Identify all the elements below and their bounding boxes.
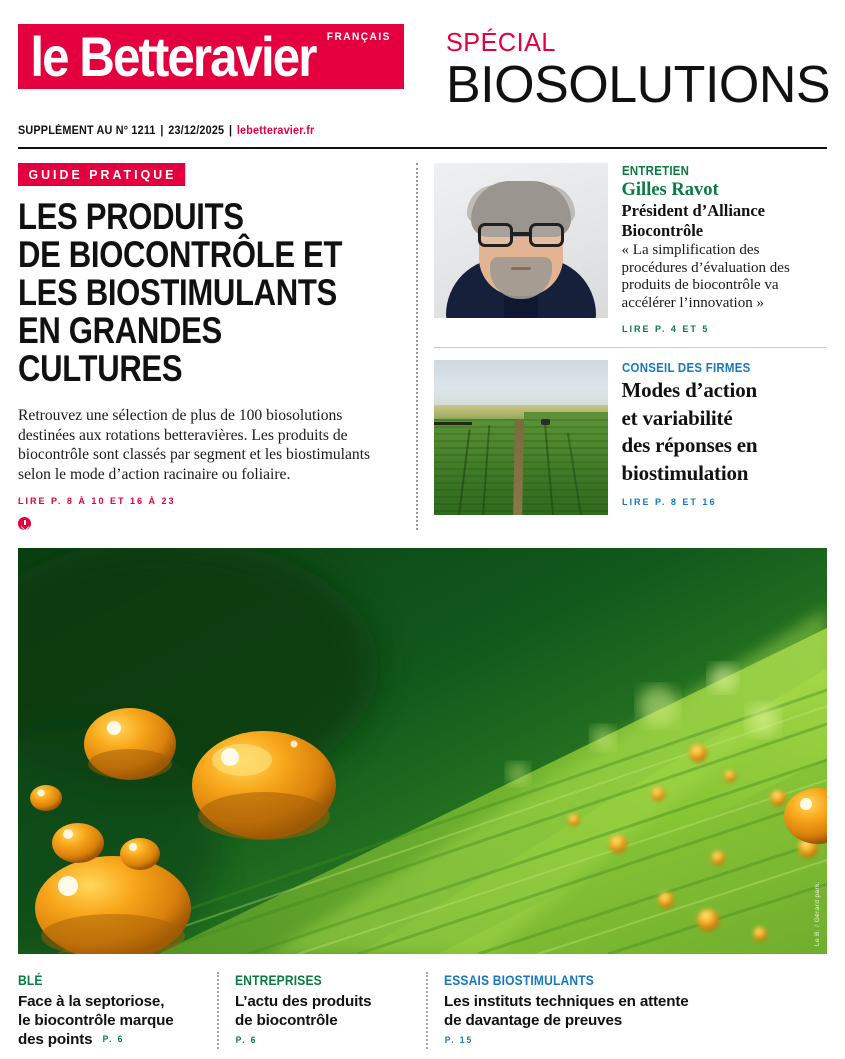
issue-date: 23/12/2025 (168, 125, 225, 137)
footer-kicker-2: ENTREPRISES (235, 972, 322, 989)
teaser-page-reference-2: LIRE P. 8 ET 16 (621, 497, 717, 509)
teaser-title-line-1: Modes d’action (621, 378, 757, 403)
footer-title-3 (444, 992, 827, 1030)
footer-title-2 (235, 992, 426, 1030)
footer-kicker-3: ESSAIS BIOSTIMULANTS (444, 972, 594, 989)
portrait-photo (434, 163, 608, 318)
arrow-down-icon (18, 517, 31, 530)
publication-logo[interactable] (18, 24, 404, 89)
teaser-title-line-4: biostimulation (621, 460, 749, 485)
footer-title-2-line-2: de biocontrôle (235, 1012, 338, 1030)
footer-item-ble[interactable] (18, 972, 217, 1049)
separator-1: | (160, 125, 164, 137)
interviewee-quote: « La simplification des procédures d’évaluation des produits de biocontrôle va accélérer l’innovation » (621, 242, 790, 311)
teaser-page-reference-1: LIRE P. 4 ET 5 (621, 324, 709, 336)
footer-title-1-line-1: Face à la septoriose, (18, 993, 165, 1011)
special-title: BIOSOLUTIONS (446, 56, 831, 114)
footer-page-2: P. 6 (235, 1035, 258, 1046)
footer-title-1-line-2: le biocontrôle marque (18, 1012, 174, 1030)
logo-francais-tag: FRANÇAIS (327, 31, 392, 43)
logo-wordmark: le Betteravier (30, 24, 316, 88)
website-link[interactable]: lebetteravier.fr (236, 125, 315, 137)
guide-pratique-badge: GUIDE PRATIQUE (18, 163, 185, 186)
droplet-topleft (84, 708, 176, 780)
supplement-info-line (18, 125, 778, 137)
teaser-separator (434, 347, 827, 348)
footer-page-3: P. 15 (444, 1035, 474, 1046)
footer-item-essais[interactable] (428, 972, 827, 1049)
footer-title-1 (18, 992, 205, 1049)
eyeglasses-detail (478, 223, 564, 247)
headline-line-2: DE BIOCONTRÔLE ET (18, 234, 343, 275)
teaser-kicker-entretien: ENTRETIEN (621, 163, 689, 178)
footer-title-3-line-1: Les instituts techniques en attente (444, 993, 689, 1011)
teaser-title-line-2: et variabilité (621, 405, 733, 430)
footer-title-2-line-1: L’actu des produits (235, 993, 372, 1011)
separator-2: | (228, 125, 233, 137)
lead-standfirst: Retrouvez une sélection de plus de 100 biosolutions destinées aux rotations betteravières. Les produits de biocontrôle sont classés par segment et les biostimulants selon le mode d’action racinaire ou foliaire. (18, 407, 371, 483)
teaser-entretien[interactable] (434, 163, 827, 335)
special-kicker: SPÉCIAL (446, 27, 556, 57)
lead-area (18, 163, 827, 530)
teaser-title-line-3: des réponses en (621, 433, 758, 458)
special-issue-title (404, 24, 830, 113)
footer-page-1: P. 6 (103, 1034, 125, 1045)
masthead-rule (18, 147, 827, 149)
lead-headline (18, 198, 394, 388)
interviewee-role-line-1: Président d’Alliance (621, 201, 765, 220)
hero-image (18, 548, 827, 954)
photo-credit: Le B. / Gérard park. (814, 881, 821, 947)
teaser-kicker-conseil: CONSEIL DES FIRMES (621, 360, 751, 376)
field-trial-photo (434, 360, 608, 515)
teaser-conseil-des-firmes[interactable] (434, 360, 827, 515)
footer-title-1-line-3: des points (18, 1031, 93, 1049)
headline-line-4: EN GRANDES CULTURES (18, 310, 222, 389)
headline-line-1: LES PRODUITS (18, 196, 244, 237)
lead-page-reference: LIRE P. 8 À 10 ET 16 À 23 (18, 496, 176, 508)
footer-title-3-line-2: de davantage de preuves (444, 1012, 623, 1030)
interviewee-name: Gilles Ravot (621, 180, 719, 200)
footer-item-entreprises[interactable] (219, 972, 426, 1049)
footer-kicker-1: BLÉ (18, 972, 43, 989)
footer-teasers (18, 972, 827, 1049)
supplement-number: SUPPLÉMENT AU N° 1211 (18, 125, 156, 137)
logo-banner (18, 24, 404, 89)
headline-line-3: LES BIOSTIMULANTS (18, 272, 337, 313)
secondary-teasers (418, 163, 827, 530)
interviewee-role-line-2: Biocontrôle (621, 220, 704, 240)
lead-story[interactable] (18, 163, 412, 530)
droplet-large (192, 731, 336, 840)
masthead (18, 0, 831, 114)
leaf-droplets-illustration (18, 548, 827, 954)
